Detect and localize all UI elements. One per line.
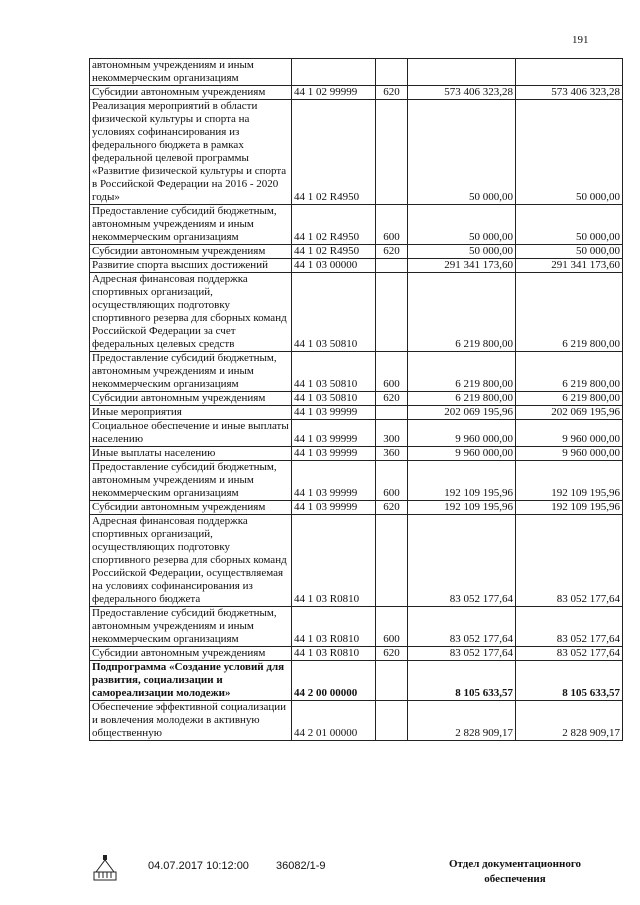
row-code-cell: 44 1 03 R0810: [292, 515, 376, 607]
table-row: [90, 406, 623, 420]
row-type-cell: [376, 701, 408, 741]
row-amount1-cell: 83 052 177,64: [408, 607, 516, 647]
table-row: [90, 352, 623, 392]
row-amount2-cell: 6 219 800,00: [516, 352, 623, 392]
row-amount2-cell: 9 960 000,00: [516, 420, 623, 447]
row-amount2-cell: 192 109 195,96: [516, 501, 623, 515]
row-code-cell: 44 2 00 00000: [292, 661, 376, 701]
row-amount2-cell: 50 000,00: [516, 205, 623, 245]
row-name-cell: Субсидии автономным учреждениям: [90, 501, 292, 515]
table-row: [90, 392, 623, 406]
table-row: [90, 86, 623, 100]
row-amount1-cell: 9 960 000,00: [408, 420, 516, 447]
table-row: [90, 59, 623, 86]
row-amount1-cell: 6 219 800,00: [408, 352, 516, 392]
row-type-cell: 620: [376, 501, 408, 515]
row-name-cell: автономным учреждениям и иным некоммерческим организациям: [90, 59, 292, 86]
row-amount1-cell: 83 052 177,64: [408, 515, 516, 607]
table-row: [90, 501, 623, 515]
row-code-cell: 44 1 02 99999: [292, 86, 376, 100]
row-amount2-cell: 291 341 173,60: [516, 259, 623, 273]
row-name-cell: Иные выплаты населению: [90, 447, 292, 461]
row-type-cell: [376, 515, 408, 607]
table-row: [90, 273, 623, 352]
row-name-cell: Реализация мероприятий в области физической культуры и спорта на условиях софинансирования из федерального бюджета в рамках федеральной целевой программы «Развитие физической культуры и спорта в Российской Федерации на 2016 - 2020 годы»: [90, 100, 292, 205]
row-code-cell: [292, 59, 376, 86]
row-name-cell: Предоставление субсидий бюджетным, автономным учреждениям и иным некоммерческим организациям: [90, 461, 292, 501]
row-code-cell: 44 1 03 50810: [292, 392, 376, 406]
row-name-cell: Предоставление субсидий бюджетным, автономным учреждениям и иным некоммерческим организациям: [90, 205, 292, 245]
row-name-cell: Подпрограмма «Создание условий для развития, социализации и самореализации молодежи»: [90, 661, 292, 701]
row-type-cell: [376, 59, 408, 86]
row-type-cell: 360: [376, 447, 408, 461]
row-type-cell: [376, 259, 408, 273]
row-amount1-cell: 2 828 909,17: [408, 701, 516, 741]
row-name-cell: Предоставление субсидий бюджетным, автономным учреждениям и иным некоммерческим организациям: [90, 352, 292, 392]
row-amount2-cell: 202 069 195,96: [516, 406, 623, 420]
duma-logo-icon: [92, 852, 118, 882]
table-row: [90, 701, 623, 741]
row-code-cell: 44 1 03 50810: [292, 273, 376, 352]
row-amount2-cell: 50 000,00: [516, 245, 623, 259]
row-amount1-cell: 9 960 000,00: [408, 447, 516, 461]
row-amount1-cell: 50 000,00: [408, 245, 516, 259]
row-name-cell: Субсидии автономным учреждениям: [90, 86, 292, 100]
row-code-cell: 44 2 01 00000: [292, 701, 376, 741]
row-amount1-cell: 8 105 633,57: [408, 661, 516, 701]
row-type-cell: 600: [376, 205, 408, 245]
row-code-cell: 44 1 03 99999: [292, 420, 376, 447]
row-name-cell: Социальное обеспечение и иные выплаты населению: [90, 420, 292, 447]
row-amount1-cell: 192 109 195,96: [408, 461, 516, 501]
row-amount1-cell: 50 000,00: [408, 100, 516, 205]
row-code-cell: 44 1 03 99999: [292, 406, 376, 420]
row-name-cell: Субсидии автономным учреждениям: [90, 647, 292, 661]
row-type-cell: [376, 661, 408, 701]
row-type-cell: 300: [376, 420, 408, 447]
row-name-cell: Адресная финансовая поддержка спортивных организаций, осуществляющих подготовку спортивного резерва для сборных команд Российской Федерации за счет федеральных целевых средств: [90, 273, 292, 352]
row-amount2-cell: 83 052 177,64: [516, 607, 623, 647]
table-row: [90, 100, 623, 205]
row-type-cell: 620: [376, 392, 408, 406]
row-amount2-cell: 50 000,00: [516, 100, 623, 205]
row-code-cell: 44 1 03 99999: [292, 447, 376, 461]
row-name-cell: Предоставление субсидий бюджетным, автономным учреждениям и иным некоммерческим организациям: [90, 607, 292, 647]
row-amount1-cell: 6 219 800,00: [408, 392, 516, 406]
row-type-cell: 620: [376, 647, 408, 661]
row-type-cell: [376, 100, 408, 205]
row-code-cell: 44 1 02 R4950: [292, 205, 376, 245]
row-name-cell: Адресная финансовая поддержка спортивных организаций, осуществляющих подготовку спортивного резерва для сборных команд Российской Федерации, осуществляемая на условиях софинансирования из федерального бюджета: [90, 515, 292, 607]
row-amount1-cell: 192 109 195,96: [408, 501, 516, 515]
row-code-cell: 44 1 03 00000: [292, 259, 376, 273]
row-name-cell: Обеспечение эффективной социализации и вовлечения молодежи в активную общественную: [90, 701, 292, 741]
table-row: [90, 607, 623, 647]
row-amount2-cell: 83 052 177,64: [516, 647, 623, 661]
table-row: [90, 515, 623, 607]
row-amount1-cell: [408, 59, 516, 86]
page-number: 191: [572, 34, 589, 46]
row-type-cell: 620: [376, 86, 408, 100]
table-row: [90, 461, 623, 501]
row-code-cell: 44 1 03 50810: [292, 352, 376, 392]
row-amount1-cell: 83 052 177,64: [408, 647, 516, 661]
row-amount1-cell: 6 219 800,00: [408, 273, 516, 352]
row-amount2-cell: 192 109 195,96: [516, 461, 623, 501]
table-row: [90, 647, 623, 661]
row-amount1-cell: 202 069 195,96: [408, 406, 516, 420]
row-code-cell: 44 1 02 R4950: [292, 100, 376, 205]
row-type-cell: 600: [376, 352, 408, 392]
row-type-cell: [376, 273, 408, 352]
row-type-cell: 600: [376, 461, 408, 501]
row-type-cell: 620: [376, 245, 408, 259]
row-name-cell: Субсидии автономным учреждениям: [90, 245, 292, 259]
row-code-cell: 44 1 03 99999: [292, 461, 376, 501]
row-name-cell: Развитие спорта высших достижений: [90, 259, 292, 273]
row-name-cell: Иные мероприятия: [90, 406, 292, 420]
table-row: [90, 661, 623, 701]
row-amount2-cell: 573 406 323,28: [516, 86, 623, 100]
row-type-cell: [376, 406, 408, 420]
row-amount2-cell: 6 219 800,00: [516, 273, 623, 352]
row-amount2-cell: 6 219 800,00: [516, 392, 623, 406]
row-type-cell: 600: [376, 607, 408, 647]
row-code-cell: 44 1 03 99999: [292, 501, 376, 515]
row-amount1-cell: 50 000,00: [408, 205, 516, 245]
footer-doc-number: 36082/1-9: [276, 860, 326, 872]
row-amount1-cell: 291 341 173,60: [408, 259, 516, 273]
table-row: [90, 447, 623, 461]
row-code-cell: 44 1 03 R0810: [292, 607, 376, 647]
table-row: [90, 259, 623, 273]
row-amount2-cell: 9 960 000,00: [516, 447, 623, 461]
budget-table: [89, 58, 623, 741]
footer-date: 04.07.2017 10:12:00: [148, 860, 249, 872]
table-row: [90, 420, 623, 447]
budget-table-body: [90, 59, 623, 741]
row-amount2-cell: [516, 59, 623, 86]
footer-department: Отдел документационного обеспечения: [448, 858, 582, 885]
row-amount1-cell: 573 406 323,28: [408, 86, 516, 100]
table-row: [90, 245, 623, 259]
row-amount2-cell: 83 052 177,64: [516, 515, 623, 607]
row-amount2-cell: 8 105 633,57: [516, 661, 623, 701]
row-code-cell: 44 1 02 R4950: [292, 245, 376, 259]
row-amount2-cell: 2 828 909,17: [516, 701, 623, 741]
table-row: [90, 205, 623, 245]
row-code-cell: 44 1 03 R0810: [292, 647, 376, 661]
row-name-cell: Субсидии автономным учреждениям: [90, 392, 292, 406]
